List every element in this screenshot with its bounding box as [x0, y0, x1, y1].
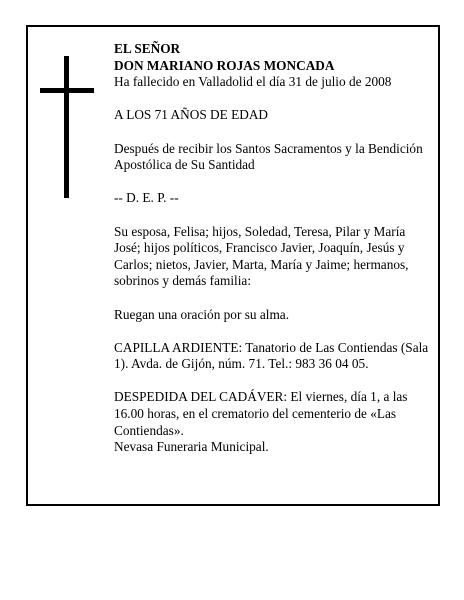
family-paragraph: Su esposa, Felisa; hijos, Soledad, Teresa, Pilar y María José; hijos políticos, Francisco Javier, Joaquín, Jesús y Carlos; nietos, Javier, Marta, María y Jaime; hermanos, sobrinos y demás familia: — [114, 223, 409, 289]
deceased-name: DON MARIANO ROJAS MONCADA — [114, 57, 335, 73]
title-line-1: EL SEÑOR — [114, 41, 181, 56]
cross-vertical-bar — [64, 56, 69, 198]
age-line: A LOS 71 AÑOS DE EDAD — [114, 107, 269, 123]
prayer-line: Ruegan una oración por su alma. — [114, 306, 290, 322]
farewell-paragraph: DESPEDIDA DEL CADÁVER: El viernes, día 1, a las 16.00 horas, en el crematorio del cementerio de «Las Contiendas». — [114, 389, 408, 438]
cross-icon — [40, 56, 94, 198]
cross-horizontal-bar — [40, 88, 94, 93]
funeral-home-line: Nevasa Funeraria Municipal. — [114, 439, 269, 455]
chapel-paragraph: CAPILLA ARDIENTE: Tanatorio de Las Contiendas (Sala 1). Avda. de Gijón, núm. 71. Tel.: 983 36 04 05. — [114, 339, 429, 372]
death-announcement: Ha fallecido en Valladolid el día 31 de julio de 2008 — [114, 74, 392, 90]
obituary-notice — [26, 25, 440, 506]
rip-line: -- D. E. P. -- — [114, 190, 179, 206]
sacraments-line: Después de recibir los Santos Sacramentos y la Bendición Apostólica de Su Santidad — [114, 140, 423, 173]
notice-text-block — [114, 41, 434, 456]
